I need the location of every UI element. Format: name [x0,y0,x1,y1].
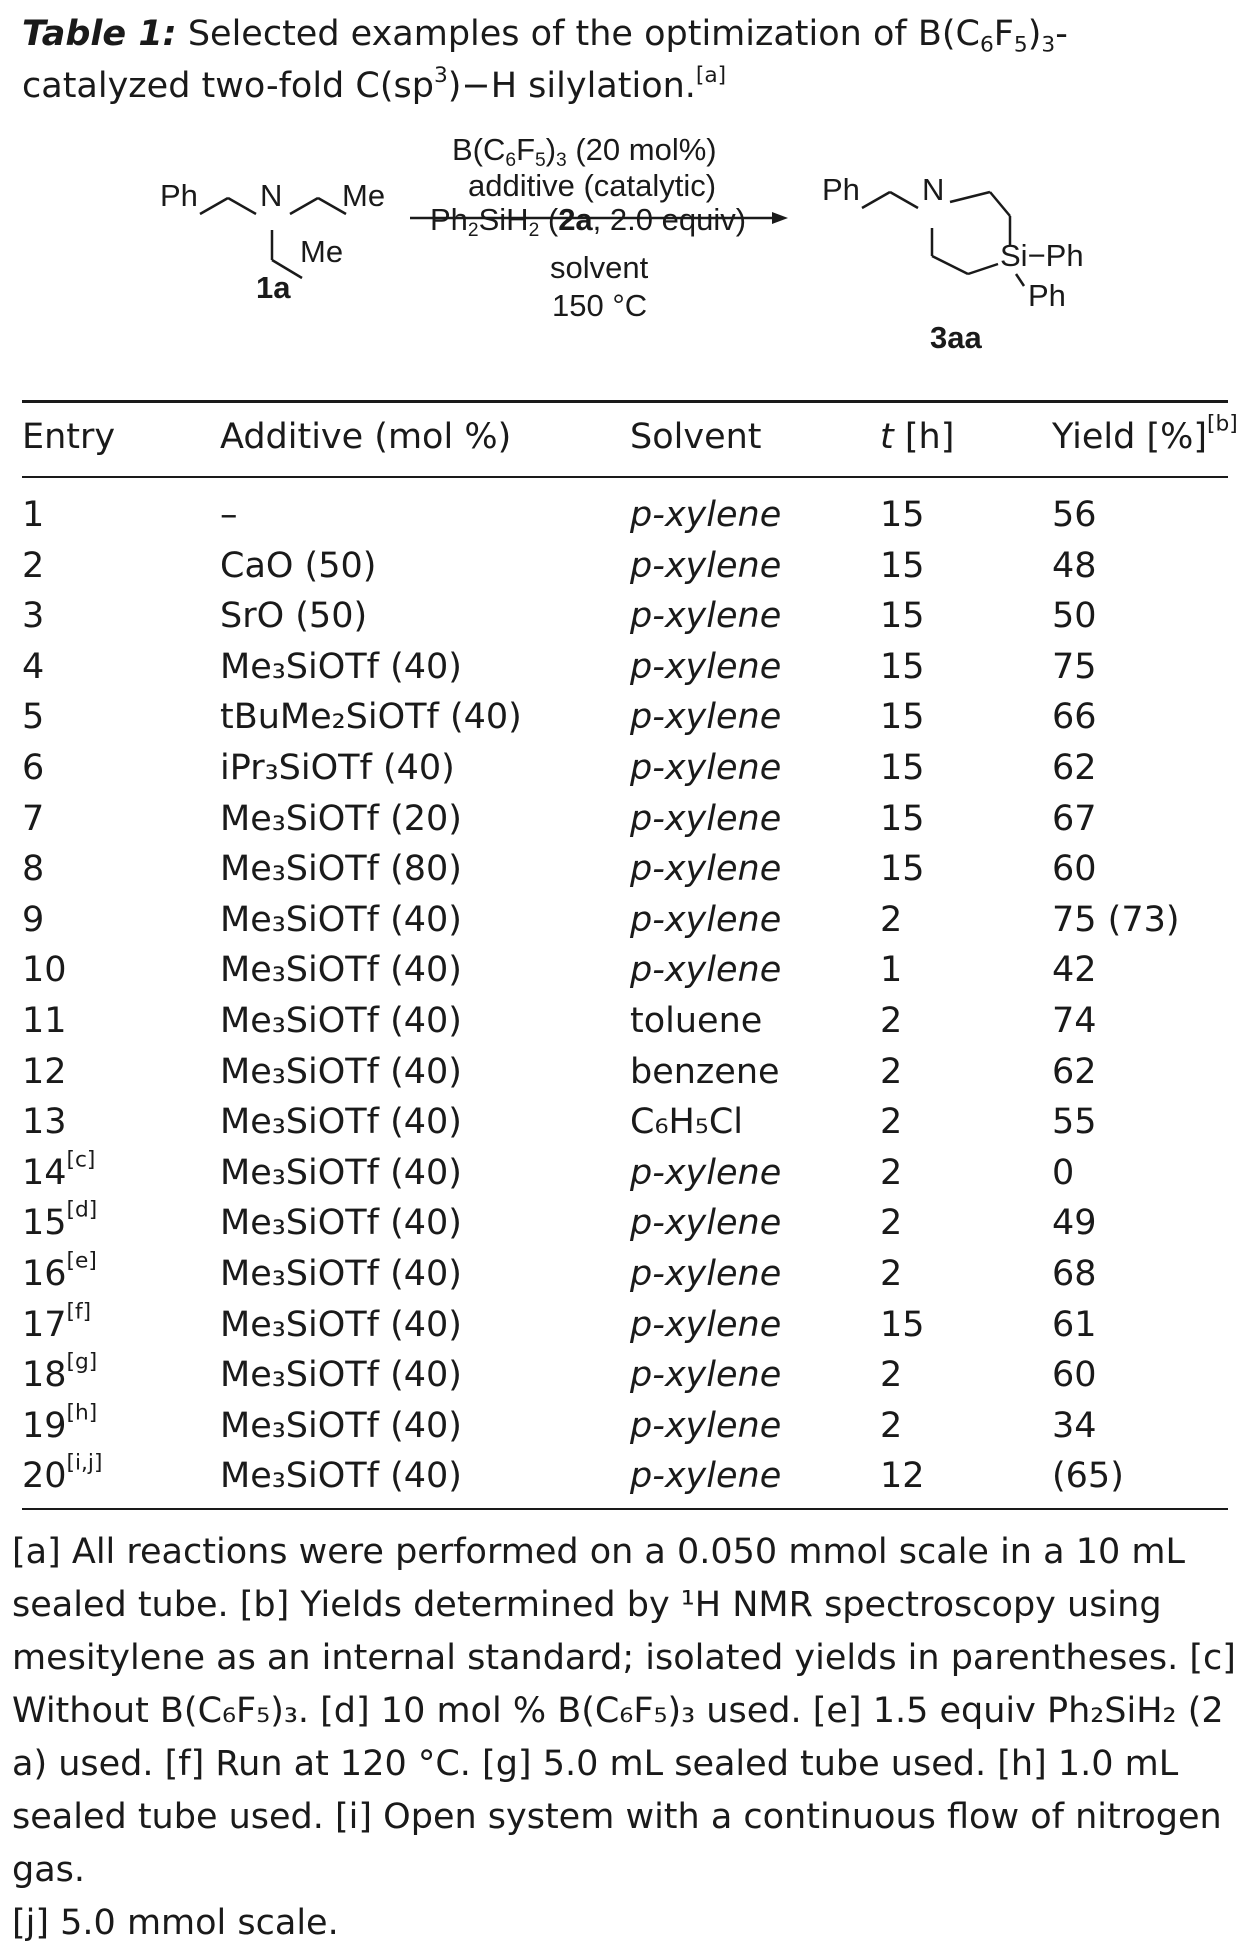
table-row [0,844,1246,894]
cell-yield: 60 [1052,1355,1097,1396]
cell-solvent: p-xylene [630,1254,782,1294]
table-row [0,1148,1246,1198]
caption-label: Table 1: [22,14,177,54]
cell-additive: Me₃SiOTf (40) [220,950,462,991]
table-row [0,1198,1246,1248]
cell-additive: Me₃SiOTf (40) [220,1001,462,1041]
cell-additive: tBuMe₂SiOTf (40) [220,697,522,738]
table-row [0,591,1246,641]
cell-yield: (65) [1052,1456,1124,1497]
cell-yield: 67 [1052,798,1097,839]
table-row [0,743,1246,793]
cell-time: 15 [880,849,925,890]
cell-entry: 9 [22,899,45,940]
cell-entry: 2 [22,545,45,586]
cell-time: 2 [880,1203,903,1244]
compound-label-1a: 1a [256,270,291,305]
table-row [0,642,1246,692]
cell-solvent: p-xylene [630,646,782,687]
table-row [0,1047,1246,1097]
cell-solvent: p-xylene [630,596,782,637]
cell-solvent: p-xylene [630,950,782,991]
cell-yield: 60 [1052,849,1097,890]
cell-yield: 42 [1052,950,1097,991]
cell-entry: 19[h] [22,1400,98,1446]
conditions-line1: $B(C_6F_5)_3$ (20 mol%) [452,132,717,171]
cell-additive: SrO (50) [220,596,368,637]
cell-additive: Me₃SiOTf (20) [220,798,462,839]
cell-time: 15 [880,748,925,788]
cell-solvent: C₆H₅Cl [630,1102,743,1143]
cell-yield: 0 [1052,1152,1075,1193]
cell-yield: 62 [1052,748,1097,788]
header-entry: Entry [22,417,116,457]
cell-time: 15 [880,596,925,637]
cell-additive: Me₃SiOTf (40) [220,1254,462,1294]
cell-yield: 75 (73) [1052,899,1180,940]
cell-yield: 56 [1052,495,1097,535]
cell-additive: Me₃SiOTf (40) [220,1456,462,1497]
cell-time: 2 [880,1051,903,1092]
compound-label-3aa: 3aa [930,320,982,355]
cell-entry: 4 [22,646,45,687]
table-row [0,945,1246,995]
table-footnotes [12,1526,1237,1950]
cell-additive: Me₃SiOTf (40) [220,1355,462,1396]
cell-additive: Me₃SiOTf (40) [220,1152,462,1193]
caption-text: Selected examples of the optimization of $B(C_6F_5)_3$-catalyzed two-fold $C(sp^3)-H$ silylation.[a] [22,14,1068,106]
cell-solvent: p-xylene [630,748,782,788]
table-caption [22,8,1222,112]
cell-additive: Me₃SiOTf (40) [220,646,462,687]
table-row [0,490,1246,540]
table-row [0,692,1246,742]
footnote-j: [j] 5.0 mmol scale. [12,1903,339,1943]
header-solvent: Solvent [630,417,762,457]
cell-entry: 12 [22,1051,67,1092]
reactant-me2: Me [300,234,344,269]
cell-solvent: p-xylene [630,1152,782,1193]
cell-yield: 48 [1052,545,1097,586]
table-row [0,541,1246,591]
cell-entry: 13 [22,1102,67,1143]
footnote-main: [a] All reactions were performed on a 0.050 mmol scale in a 10 mL sealed tube. [b] Yields determined by ¹H NMR spectroscopy using mesitylene as an internal standard; isolated yields in parentheses. [c] Without B(C₆F₅)₃. [d] 10 mol % B(C₆F₅)₃ used. [e] 1.5 equiv Ph₂SiH₂ (2 a) used. [f] Run at 120 °C. [g] 5.0 mL sealed tube used. [h] 1.0 mL sealed tube used. [i] Open system with a continuous flow of nitrogen gas. [12,1532,1236,1890]
cell-additive: Me₃SiOTf (40) [220,1304,462,1345]
table-header-rule [22,476,1228,478]
cell-additive: Me₃SiOTf (40) [220,1405,462,1446]
table-bottom-rule [22,1508,1228,1510]
table-row [0,1249,1246,1299]
cell-additive: Me₃SiOTf (40) [220,1203,462,1244]
product-ph2: Ph [1028,278,1066,313]
reactant-n: N [260,178,283,213]
cell-solvent: p-xylene [630,495,782,535]
cell-yield: 75 [1052,646,1097,687]
cell-yield: 49 [1052,1203,1097,1244]
cell-entry: 18[g] [22,1349,98,1396]
cell-solvent: p-xylene [630,697,782,738]
cell-time: 15 [880,495,925,535]
product-si-ph: Si−Ph [1000,238,1084,273]
cell-yield: 50 [1052,596,1097,637]
cell-time: 2 [880,1405,903,1446]
cell-time: 15 [880,798,925,839]
cell-entry: 8 [22,849,45,890]
cell-solvent: p-xylene [630,1203,782,1244]
reactant-ph: Ph [160,178,198,213]
cell-entry: 6 [22,748,45,788]
reaction-scheme [0,132,1246,368]
table-top-rule [22,400,1228,403]
product-ph: Ph [822,172,860,207]
cell-time: 15 [880,545,925,586]
cell-time: 2 [880,1102,903,1143]
cell-entry: 1 [22,495,45,535]
cell-yield: 55 [1052,1102,1097,1143]
header-yield: Yield [%][b] [1052,411,1238,457]
cell-solvent: p-xylene [630,545,782,586]
table-row [0,1401,1246,1451]
cell-time: 2 [880,1355,903,1396]
cell-time: 15 [880,646,925,687]
bond-n-ch2 [290,198,318,214]
cell-additive: Me₃SiOTf (40) [220,1102,462,1143]
header-time: t [h] [880,417,955,457]
cell-entry: 15[d] [22,1198,98,1244]
table-row [0,895,1246,945]
cell-additive: Me₃SiOTf (40) [220,1051,462,1092]
cell-yield: 66 [1052,697,1097,738]
cell-solvent: p-xylene [630,1405,782,1446]
cell-entry: 7 [22,798,45,839]
cell-time: 15 [880,697,925,738]
conditions-line3: $Ph_2SiH_2$ (2a, 2.0 equiv) [430,202,747,241]
cell-time: 1 [880,950,903,991]
cell-additive: CaO (50) [220,545,377,586]
cell-entry: 5 [22,697,45,738]
table-row [0,1097,1246,1147]
cell-solvent: benzene [630,1051,780,1092]
cell-entry: 16[e] [22,1248,97,1294]
cell-solvent: toluene [630,1001,763,1041]
cell-solvent: p-xylene [630,849,782,890]
cell-solvent: p-xylene [630,1355,782,1396]
header-additive: Additive (mol %) [220,417,512,457]
bond-ph-ch2 [200,198,228,214]
cell-additive: Me₃SiOTf (40) [220,899,462,940]
cell-entry: 11 [22,1001,67,1041]
table-row [0,794,1246,844]
cell-time: 2 [880,899,903,940]
cell-additive: – [220,495,238,535]
cell-solvent: p-xylene [630,899,782,940]
cell-solvent: p-xylene [630,1456,782,1497]
cell-entry: 3 [22,596,45,637]
cell-entry: 10 [22,950,67,991]
cell-solvent: p-xylene [630,798,782,839]
cell-time: 2 [880,1001,903,1041]
cell-additive: Me₃SiOTf (80) [220,849,462,890]
cell-additive: iPr₃SiOTf (40) [220,748,455,788]
reactant-me1: Me [342,178,386,213]
cell-solvent: p-xylene [630,1304,782,1345]
cell-yield: 61 [1052,1304,1097,1345]
cell-time: 2 [880,1152,903,1193]
conditions-line2: additive (catalytic) [468,168,717,203]
conditions-line5: 150 °C [552,288,648,323]
cell-time: 15 [880,1304,925,1345]
table-row [0,996,1246,1046]
cell-yield: 74 [1052,1001,1097,1041]
cell-time: 2 [880,1254,903,1294]
cell-yield: 34 [1052,1405,1097,1446]
header-row [0,412,1246,462]
reaction-arrow-head [772,212,788,224]
cell-entry: 14[c] [22,1147,96,1193]
bond-ch2-n [228,198,256,214]
table-row [0,1451,1246,1501]
cell-entry: 17[f] [22,1299,92,1345]
conditions-line4: solvent [550,250,649,285]
cell-entry: 20[i,j] [22,1451,103,1497]
table-row [0,1350,1246,1400]
table-row [0,1300,1246,1350]
cell-yield: 62 [1052,1051,1097,1092]
cell-time: 12 [880,1456,925,1497]
cell-yield: 68 [1052,1254,1097,1294]
product-n: N [922,172,945,207]
